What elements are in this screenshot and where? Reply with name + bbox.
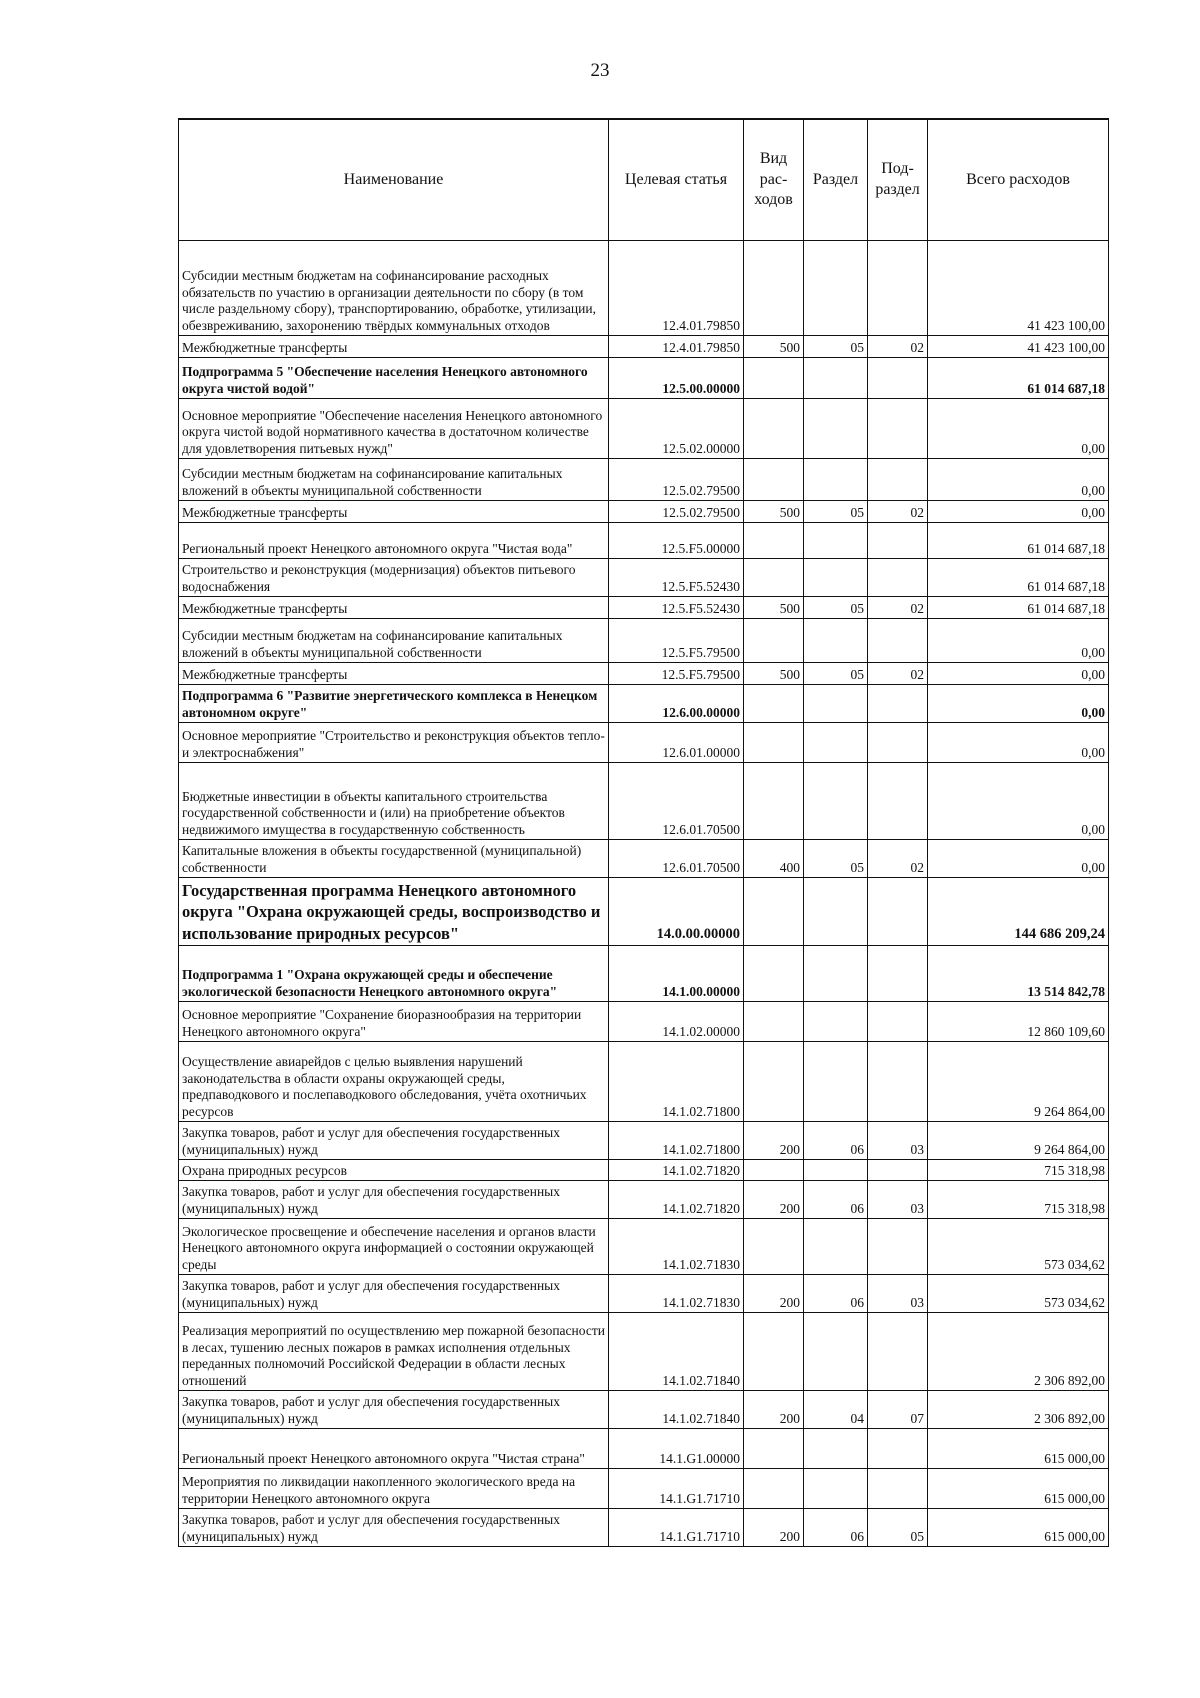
cell-total: 0,00 bbox=[928, 459, 1109, 501]
cell-section bbox=[804, 559, 868, 597]
cell-name: Подпрограмма 5 "Обеспечение населения Ненецкого автономного округа чистой водой" bbox=[179, 358, 609, 399]
cell-total: 61 014 687,18 bbox=[928, 523, 1109, 559]
table-row bbox=[179, 399, 1109, 459]
cell-code: 14.1.02.71840 bbox=[609, 1313, 744, 1391]
cell-subsection bbox=[868, 358, 928, 399]
cell-code: 12.5.00.00000 bbox=[609, 358, 744, 399]
cell-type: 200 bbox=[744, 1391, 804, 1429]
cell-total: 9 264 864,00 bbox=[928, 1122, 1109, 1160]
cell-subsection bbox=[868, 1313, 928, 1391]
table-row bbox=[179, 501, 1109, 523]
cell-type: 500 bbox=[744, 336, 804, 358]
cell-section bbox=[804, 1160, 868, 1181]
cell-type bbox=[744, 763, 804, 840]
table-row bbox=[179, 763, 1109, 840]
cell-total: 615 000,00 bbox=[928, 1509, 1109, 1547]
cell-subsection: 02 bbox=[868, 840, 928, 878]
cell-type bbox=[744, 1002, 804, 1042]
cell-code: 12.5.F5.00000 bbox=[609, 523, 744, 559]
cell-name: Основное мероприятие "Сохранение биоразнообразия на территории Ненецкого автономного округа" bbox=[179, 1002, 609, 1042]
cell-name: Межбюджетные трансферты bbox=[179, 501, 609, 523]
cell-type bbox=[744, 559, 804, 597]
cell-code: 12.6.01.00000 bbox=[609, 723, 744, 763]
cell-subsection bbox=[868, 619, 928, 663]
cell-name: Капитальные вложения в объекты государственной (муниципальной) собственности bbox=[179, 840, 609, 878]
cell-section: 06 bbox=[804, 1122, 868, 1160]
cell-subsection: 02 bbox=[868, 501, 928, 523]
cell-name: Строительство и реконструкция (модернизация) объектов питьевого водоснабжения bbox=[179, 559, 609, 597]
cell-subsection bbox=[868, 1219, 928, 1275]
header-type: Вид рас-ходов bbox=[744, 119, 804, 241]
cell-total: 2 306 892,00 bbox=[928, 1313, 1109, 1391]
cell-subsection: 05 bbox=[868, 1509, 928, 1547]
cell-name: Закупка товаров, работ и услуг для обеспечения государственных (муниципальных) нужд bbox=[179, 1509, 609, 1547]
cell-section bbox=[804, 1429, 868, 1469]
table-row bbox=[179, 1509, 1109, 1547]
cell-section bbox=[804, 399, 868, 459]
cell-section bbox=[804, 1002, 868, 1042]
cell-total: 0,00 bbox=[928, 663, 1109, 685]
table-row bbox=[179, 878, 1109, 946]
table-row bbox=[179, 1469, 1109, 1509]
cell-name: Межбюджетные трансферты bbox=[179, 663, 609, 685]
cell-name: Закупка товаров, работ и услуг для обеспечения государственных (муниципальных) нужд bbox=[179, 1391, 609, 1429]
cell-total: 0,00 bbox=[928, 723, 1109, 763]
cell-total: 61 014 687,18 bbox=[928, 358, 1109, 399]
cell-code: 14.1.02.71830 bbox=[609, 1219, 744, 1275]
cell-type bbox=[744, 946, 804, 1002]
cell-code: 12.5.F5.52430 bbox=[609, 559, 744, 597]
cell-name: Подпрограмма 1 "Охрана окружающей среды и обеспечение экологической безопасности Ненецкого автономного округа" bbox=[179, 946, 609, 1002]
cell-name: Реализация мероприятий по осуществлению мер пожарной безопасности в лесах, тушению лесных пожаров в рамках исполнения отдельных переданных полномочий Российской Федерации в области лесных отношений bbox=[179, 1313, 609, 1391]
cell-code: 14.1.02.71820 bbox=[609, 1181, 744, 1219]
cell-section: 04 bbox=[804, 1391, 868, 1429]
cell-type bbox=[744, 878, 804, 946]
cell-code: 14.1.02.71820 bbox=[609, 1160, 744, 1181]
cell-code: 12.4.01.79850 bbox=[609, 336, 744, 358]
cell-subsection bbox=[868, 1160, 928, 1181]
cell-subsection bbox=[868, 241, 928, 336]
cell-subsection: 03 bbox=[868, 1122, 928, 1160]
cell-type bbox=[744, 1160, 804, 1181]
table-row bbox=[179, 241, 1109, 336]
cell-section bbox=[804, 241, 868, 336]
cell-code: 12.5.02.79500 bbox=[609, 501, 744, 523]
cell-subsection bbox=[868, 1002, 928, 1042]
cell-type: 400 bbox=[744, 840, 804, 878]
cell-code: 12.6.01.70500 bbox=[609, 763, 744, 840]
table-row bbox=[179, 1042, 1109, 1122]
cell-total: 61 014 687,18 bbox=[928, 597, 1109, 619]
cell-code: 14.1.02.71830 bbox=[609, 1275, 744, 1313]
cell-code: 12.5.F5.79500 bbox=[609, 619, 744, 663]
cell-type: 500 bbox=[744, 501, 804, 523]
table-row bbox=[179, 358, 1109, 399]
cell-subsection bbox=[868, 399, 928, 459]
cell-subsection: 07 bbox=[868, 1391, 928, 1429]
table-row bbox=[179, 946, 1109, 1002]
cell-section: 06 bbox=[804, 1275, 868, 1313]
cell-name: Закупка товаров, работ и услуг для обеспечения государственных (муниципальных) нужд bbox=[179, 1181, 609, 1219]
cell-code: 14.1.G1.00000 bbox=[609, 1429, 744, 1469]
cell-name: Субсидии местным бюджетам на софинансирование расходных обязательств по участию в организации деятельности по сбору (в том числе раздельному сбору), транспортированию, обработке, утилизации, обезвреживанию, захоронению твёрдых коммунальных отходов bbox=[179, 241, 609, 336]
table-row bbox=[179, 1181, 1109, 1219]
table-row bbox=[179, 723, 1109, 763]
cell-subsection bbox=[868, 763, 928, 840]
cell-type: 200 bbox=[744, 1122, 804, 1160]
cell-section: 05 bbox=[804, 663, 868, 685]
cell-section: 05 bbox=[804, 336, 868, 358]
cell-subsection: 03 bbox=[868, 1181, 928, 1219]
cell-section: 05 bbox=[804, 840, 868, 878]
cell-type bbox=[744, 459, 804, 501]
cell-code: 14.1.02.00000 bbox=[609, 1002, 744, 1042]
cell-code: 12.5.F5.79500 bbox=[609, 663, 744, 685]
cell-name: Региональный проект Ненецкого автономного округа "Чистая страна" bbox=[179, 1429, 609, 1469]
cell-type bbox=[744, 1042, 804, 1122]
cell-code: 12.5.02.79500 bbox=[609, 459, 744, 501]
cell-subsection bbox=[868, 459, 928, 501]
cell-type bbox=[744, 619, 804, 663]
cell-type bbox=[744, 241, 804, 336]
header-code: Целевая статья bbox=[609, 119, 744, 241]
cell-type: 200 bbox=[744, 1181, 804, 1219]
cell-code: 14.1.G1.71710 bbox=[609, 1509, 744, 1547]
cell-code: 14.1.00.00000 bbox=[609, 946, 744, 1002]
cell-total: 41 423 100,00 bbox=[928, 241, 1109, 336]
cell-subsection: 02 bbox=[868, 597, 928, 619]
cell-total: 12 860 109,60 bbox=[928, 1002, 1109, 1042]
table-row bbox=[179, 1391, 1109, 1429]
cell-total: 0,00 bbox=[928, 763, 1109, 840]
table-row bbox=[179, 840, 1109, 878]
cell-subsection bbox=[868, 1042, 928, 1122]
table-row bbox=[179, 619, 1109, 663]
cell-type bbox=[744, 358, 804, 399]
cell-type bbox=[744, 1429, 804, 1469]
table-body bbox=[179, 241, 1109, 1547]
cell-subsection bbox=[868, 1429, 928, 1469]
cell-name: Экологическое просвещение и обеспечение населения и органов власти Ненецкого автономного округа информацией о состоянии окружающей среды bbox=[179, 1219, 609, 1275]
cell-subsection: 02 bbox=[868, 336, 928, 358]
cell-total: 0,00 bbox=[928, 399, 1109, 459]
table-row bbox=[179, 1429, 1109, 1469]
cell-code: 12.6.00.00000 bbox=[609, 685, 744, 723]
cell-section bbox=[804, 523, 868, 559]
cell-name: Государственная программа Ненецкого автономного округа "Охрана окружающей среды, воспроизводство и использование природных ресурсов" bbox=[179, 878, 609, 946]
cell-total: 9 264 864,00 bbox=[928, 1042, 1109, 1122]
table-row bbox=[179, 523, 1109, 559]
cell-subsection: 02 bbox=[868, 663, 928, 685]
table-row bbox=[179, 559, 1109, 597]
cell-section bbox=[804, 878, 868, 946]
cell-section bbox=[804, 1313, 868, 1391]
cell-name: Подпрограмма 6 "Развитие энергетического комплекса в Ненецком автономном округе" bbox=[179, 685, 609, 723]
cell-section bbox=[804, 1042, 868, 1122]
cell-section: 05 bbox=[804, 501, 868, 523]
cell-type bbox=[744, 1313, 804, 1391]
cell-type: 200 bbox=[744, 1275, 804, 1313]
cell-section bbox=[804, 619, 868, 663]
cell-total: 715 318,98 bbox=[928, 1160, 1109, 1181]
cell-total: 573 034,62 bbox=[928, 1275, 1109, 1313]
table-row bbox=[179, 1122, 1109, 1160]
cell-total: 61 014 687,18 bbox=[928, 559, 1109, 597]
cell-type bbox=[744, 1219, 804, 1275]
cell-code: 12.4.01.79850 bbox=[609, 241, 744, 336]
table-row bbox=[179, 1160, 1109, 1181]
cell-total: 0,00 bbox=[928, 619, 1109, 663]
cell-code: 14.1.02.71840 bbox=[609, 1391, 744, 1429]
cell-total: 2 306 892,00 bbox=[928, 1391, 1109, 1429]
cell-total: 144 686 209,24 bbox=[928, 878, 1109, 946]
cell-section bbox=[804, 459, 868, 501]
table-row bbox=[179, 1219, 1109, 1275]
cell-section bbox=[804, 1219, 868, 1275]
cell-section bbox=[804, 685, 868, 723]
cell-type bbox=[744, 723, 804, 763]
cell-subsection bbox=[868, 878, 928, 946]
cell-name: Мероприятия по ликвидации накопленного экологического вреда на территории Ненецкого автономного округа bbox=[179, 1469, 609, 1509]
cell-type: 200 bbox=[744, 1509, 804, 1547]
cell-section: 05 bbox=[804, 597, 868, 619]
cell-subsection bbox=[868, 946, 928, 1002]
cell-section bbox=[804, 723, 868, 763]
cell-code: 12.6.01.70500 bbox=[609, 840, 744, 878]
cell-name: Субсидии местным бюджетам на софинансирование капитальных вложений в объекты муниципальной собственности bbox=[179, 459, 609, 501]
cell-total: 573 034,62 bbox=[928, 1219, 1109, 1275]
cell-subsection bbox=[868, 685, 928, 723]
header-name: Наименование bbox=[179, 119, 609, 241]
cell-type: 500 bbox=[744, 597, 804, 619]
cell-name: Основное мероприятие "Строительство и реконструкция объектов тепло- и электроснабжения" bbox=[179, 723, 609, 763]
budget-table bbox=[178, 118, 1109, 1547]
cell-code: 14.0.00.00000 bbox=[609, 878, 744, 946]
cell-name: Межбюджетные трансферты bbox=[179, 597, 609, 619]
cell-name: Охрана природных ресурсов bbox=[179, 1160, 609, 1181]
cell-section bbox=[804, 358, 868, 399]
cell-name: Межбюджетные трансферты bbox=[179, 336, 609, 358]
cell-name: Бюджетные инвестиции в объекты капитального строительства государственной собственности и (или) на приобретение объектов недвижимого имущества в государственную собственность bbox=[179, 763, 609, 840]
cell-type bbox=[744, 399, 804, 459]
cell-total: 0,00 bbox=[928, 501, 1109, 523]
table-row bbox=[179, 663, 1109, 685]
cell-code: 14.1.G1.71710 bbox=[609, 1469, 744, 1509]
cell-section: 06 bbox=[804, 1509, 868, 1547]
header-section: Раздел bbox=[804, 119, 868, 241]
cell-total: 615 000,00 bbox=[928, 1429, 1109, 1469]
cell-subsection bbox=[868, 723, 928, 763]
cell-type: 500 bbox=[744, 663, 804, 685]
cell-name: Субсидии местным бюджетам на софинансирование капитальных вложений в объекты муниципальной собственности bbox=[179, 619, 609, 663]
cell-subsection: 03 bbox=[868, 1275, 928, 1313]
cell-total: 0,00 bbox=[928, 685, 1109, 723]
table-row bbox=[179, 1002, 1109, 1042]
cell-section bbox=[804, 763, 868, 840]
cell-subsection bbox=[868, 523, 928, 559]
cell-total: 41 423 100,00 bbox=[928, 336, 1109, 358]
cell-subsection bbox=[868, 1469, 928, 1509]
cell-type bbox=[744, 685, 804, 723]
cell-type bbox=[744, 523, 804, 559]
cell-name: Осуществление авиарейдов с целью выявления нарушений законодательства в области охраны окружающей среды, предпаводкового и послепаводкового обследования, учёта охотничьих ресурсов bbox=[179, 1042, 609, 1122]
cell-total: 615 000,00 bbox=[928, 1469, 1109, 1509]
cell-name: Закупка товаров, работ и услуг для обеспечения государственных (муниципальных) нужд bbox=[179, 1275, 609, 1313]
cell-type bbox=[744, 1469, 804, 1509]
cell-section bbox=[804, 946, 868, 1002]
cell-code: 12.5.02.00000 bbox=[609, 399, 744, 459]
cell-name: Основное мероприятие "Обеспечение населения Ненецкого автономного округа чистой водой нормативного качества в достаточном количестве для удовлетворения питьевых нужд" bbox=[179, 399, 609, 459]
cell-total: 13 514 842,78 bbox=[928, 946, 1109, 1002]
cell-section: 06 bbox=[804, 1181, 868, 1219]
header-total: Всего расходов bbox=[928, 119, 1109, 241]
table-row bbox=[179, 685, 1109, 723]
cell-name: Закупка товаров, работ и услуг для обеспечения государственных (муниципальных) нужд bbox=[179, 1122, 609, 1160]
table-row bbox=[179, 459, 1109, 501]
header-subsection: Под-раздел bbox=[868, 119, 928, 241]
cell-name: Региональный проект Ненецкого автономного округа "Чистая вода" bbox=[179, 523, 609, 559]
table-row bbox=[179, 336, 1109, 358]
cell-code: 14.1.02.71800 bbox=[609, 1122, 744, 1160]
table-row bbox=[179, 1313, 1109, 1391]
page-number: 23 bbox=[590, 60, 610, 81]
cell-total: 0,00 bbox=[928, 840, 1109, 878]
cell-code: 12.5.F5.52430 bbox=[609, 597, 744, 619]
table-row bbox=[179, 1275, 1109, 1313]
cell-total: 715 318,98 bbox=[928, 1181, 1109, 1219]
cell-section bbox=[804, 1469, 868, 1509]
table-header-row bbox=[179, 119, 1109, 241]
cell-subsection bbox=[868, 559, 928, 597]
table-row bbox=[179, 597, 1109, 619]
cell-code: 14.1.02.71800 bbox=[609, 1042, 744, 1122]
